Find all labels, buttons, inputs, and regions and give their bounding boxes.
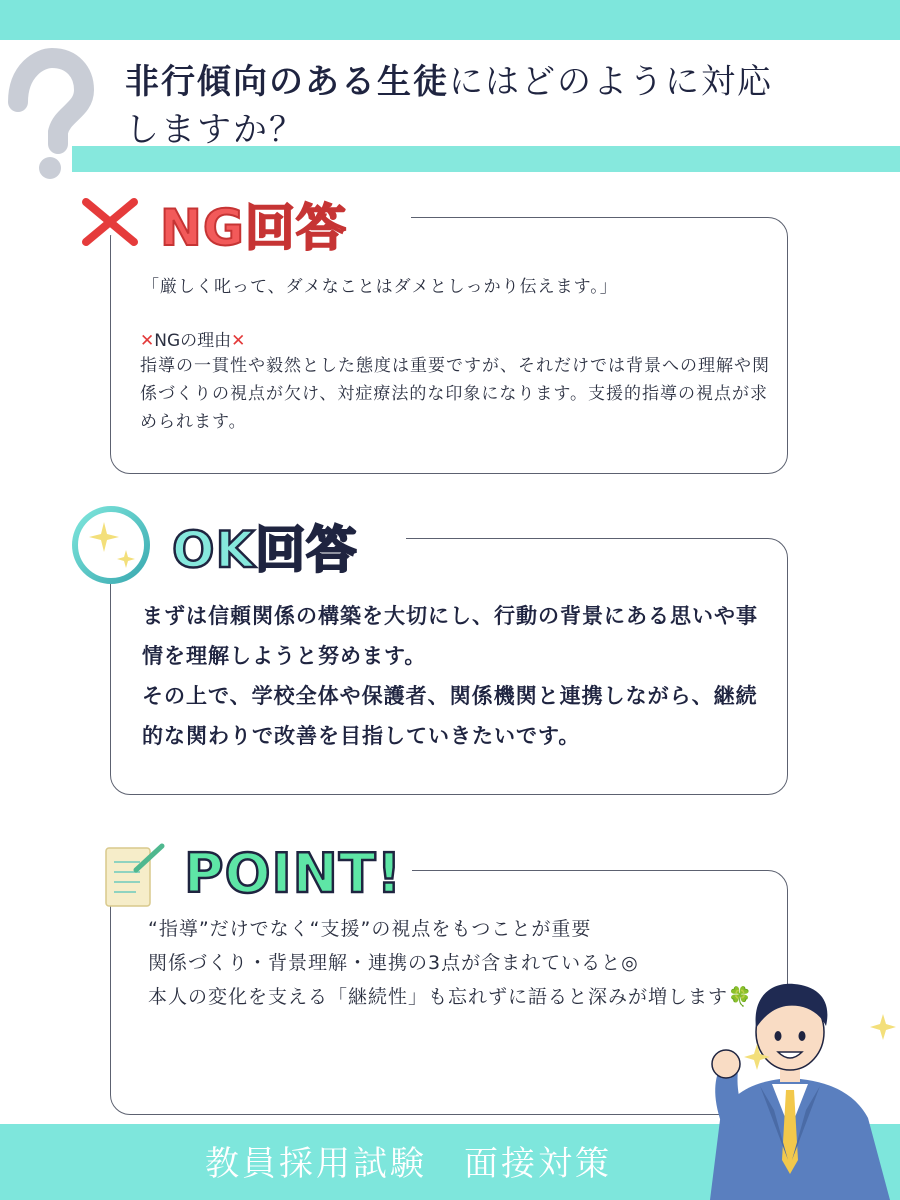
title-bold: 非行傾向のある生徒 [125, 62, 449, 102]
clover-icon: 🍀 [728, 986, 753, 1008]
title-line2: しますか？ [125, 110, 305, 150]
sparkle-circle-icon [66, 500, 156, 590]
page-title [125, 58, 885, 154]
cross-mark-icon: ✕ [231, 331, 246, 351]
point-line-2: 関係づくり・背景理解・連携の3点が含まれていると◎ [148, 952, 639, 974]
ok-answer-text [142, 596, 762, 756]
ng-reason-label-text: NGの理由 [154, 331, 232, 351]
footer-title: 教員採用試験 面接対策 [205, 1144, 612, 1184]
cross-icon [78, 196, 140, 248]
question-mark-icon [0, 40, 96, 190]
checklist-icon [100, 840, 168, 912]
ng-quote: 「厳しく叱って、ダメなことはダメとしっかり伝えます。」 [142, 277, 618, 297]
sparkle-icon [744, 1044, 770, 1070]
point-text [148, 912, 768, 1014]
ng-heading: NG回答 [160, 199, 347, 257]
top-accent-band [0, 0, 900, 40]
ok-heading: OK回答 [172, 521, 358, 579]
ok-answer-line2: その上で、学校全体や保護者、関係機関と連携しながら、継続的な関わりで改善を目指していきたいです。 [142, 684, 758, 748]
ok-answer-line1: まずは信頼関係の構築を大切にし、行動の背景にある思いや事情を理解しようと努めます。 [142, 604, 758, 668]
title-rest: にはどのように対応 [449, 62, 773, 102]
ng-reason-text: 指導の一貫性や毅然とした態度は重要ですが、それだけでは背景への理解や関係づくりの視点が欠け、対症療法的な印象になります。支援的指導の視点が求められます。 [140, 356, 770, 432]
point-line-3 [148, 980, 768, 1014]
teacher-illustration [690, 960, 900, 1200]
ng-reason-label [140, 326, 245, 351]
point-line-3-text: 本人の変化を支える「継続性」も忘れずに語ると深みが増します [148, 986, 729, 1008]
cross-mark-icon: ✕ [140, 331, 155, 351]
point-heading: POINT! [184, 842, 403, 905]
point-line-1: “指導”だけでなく“支援”の視点をもつことが重要 [148, 918, 592, 940]
sparkle-icon [870, 1014, 896, 1040]
